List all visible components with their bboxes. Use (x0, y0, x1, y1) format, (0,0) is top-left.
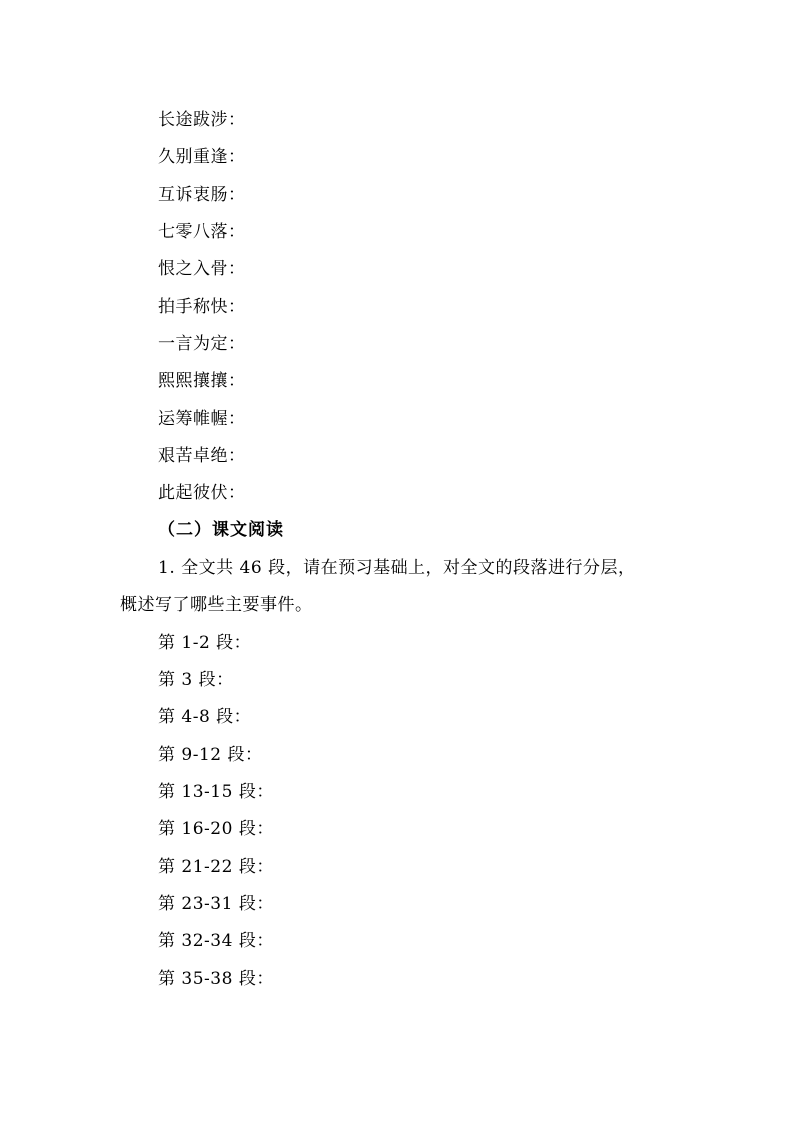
paragraph-group-line: 第 9-12 段： (158, 745, 263, 765)
paragraph-group-line: 第 21-22 段： (158, 857, 274, 877)
paragraph-group-line: 第 13-15 段： (158, 782, 274, 802)
question-text-line2: 概述写了哪些主要事件。 (120, 595, 313, 615)
idiom-line: 运筹帷幄： (158, 409, 246, 429)
paragraph-group-line: 第 4-8 段： (158, 707, 252, 727)
paragraph-group-line: 第 35-38 段： (158, 969, 274, 989)
idiom-line: 七零八落： (158, 222, 246, 242)
idiom-line: 久别重逢： (158, 147, 246, 167)
idiom-line: 恨之入骨： (158, 259, 246, 279)
paragraph-group-line: 第 16-20 段： (158, 819, 274, 839)
idiom-line: 互诉衷肠： (158, 185, 246, 205)
paragraph-group-line: 第 23-31 段： (158, 894, 274, 914)
paragraph-group-line: 第 3 段： (158, 670, 234, 690)
paragraph-group-line: 第 32-34 段： (158, 931, 274, 951)
idiom-line: 熙熙攘攘： (158, 371, 246, 391)
question-text-line1: 1. 全文共 46 段，请在预习基础上，对全文的段落进行分层， (158, 558, 636, 578)
paragraph-group-line: 第 1-2 段： (158, 633, 252, 653)
idiom-line: 长途跋涉： (158, 110, 246, 130)
idiom-line: 一言为定： (158, 334, 246, 354)
section-heading: （二）课文阅读 (158, 520, 284, 540)
idiom-line: 此起彼伏： (158, 483, 246, 503)
idiom-line: 拍手称快： (158, 297, 246, 317)
idiom-line: 艰苦卓绝： (158, 446, 246, 466)
